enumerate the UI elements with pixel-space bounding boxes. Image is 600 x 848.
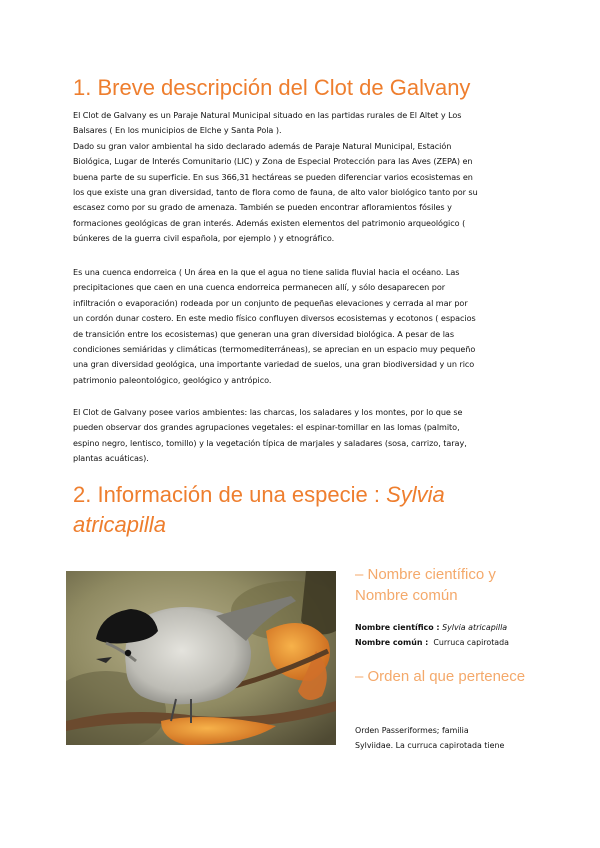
paragraph-line: Dado su gran valor ambiental ha sido declarado además de Paraje Natural Municipal, Estación (73, 140, 452, 151)
section1-title: 1. Breve descripción del Clot de Galvany (73, 75, 471, 100)
paragraph-2 (73, 265, 525, 388)
paragraph-line: los que existe una gran diversidad, tanto de flora como de fauna, de alto valor biológico tanto por su (73, 187, 478, 198)
order-line: Sylviidae. La curruca capirotada tiene (355, 741, 505, 750)
paragraph-line: Es una cuenca endorreica ( Un área en la que el agua no tiene salida fluvial hacia el océano. Las (73, 267, 460, 277)
species-names (355, 620, 545, 650)
paragraph-line: patrimonio paleontológico, geológico y antrópico. (73, 374, 272, 385)
paragraph-1 (73, 108, 525, 247)
section2-title (73, 480, 543, 540)
paragraph-3 (73, 405, 525, 467)
paragraph-line: escasez como por su grado de amenaza. También se pueden encontrar afloramientos fósiles y (73, 202, 452, 213)
scientific-name-row (355, 620, 545, 635)
subheading-order: – Orden al que pertenece (355, 668, 526, 685)
subheading-scientific-name: – Nombre científico y Nombre común (355, 566, 496, 604)
paragraph-line: pueden observar dos grandes agrupaciones vegetales: el espinar-tomillar en las lomas (palmito, (73, 422, 460, 433)
paragraph-line: El Clot de Galvany es un Paraje Natural Municipal situado en las partidas rurales de El Altet y Los (73, 110, 462, 120)
order-line: Orden Passeriformes; familia (355, 726, 469, 735)
scientific-name-label: Nombre científico : (355, 623, 440, 632)
paragraph-line: plantas acuáticas). (73, 453, 149, 464)
paragraph-line: condiciones semiáridas y climáticas (termomediterráneas), se aprecian en un espacio muy pequeño (73, 344, 476, 355)
paragraph-line: de transición entre los ecosistemas) que generan una gran diversidad biológica. A pesar de las (73, 328, 454, 339)
paragraph-line: formaciones geológicas de gran interés. Además existen elementos del patrimonio arqueológico ( (73, 217, 466, 228)
paragraph-line: Biológica, Lugar de Interés Comunitario (LIC) y Zona de Especial Protección para las Aves (ZEPA) en (73, 156, 473, 167)
paragraph-line: un cordón dunar costero. En este medio físico confluyen diversos ecosistemas y ecotonos ( espacios (73, 313, 476, 324)
paragraph-line: espino negro, lentisco, tomillo) y la vegetación típica de marjales y saladares (sosa, carrizo, taray, (73, 437, 467, 448)
section2-title-species: Sylvia atricapilla (73, 482, 445, 537)
scientific-name-value: Sylvia atricapilla (442, 623, 508, 632)
order-text (355, 723, 545, 753)
paragraph-line: búnkeres de la guerra civil española, por ejemplo ) y etnográfico. (73, 233, 335, 244)
paragraph-line: infiltración o evaporación) rodeada por un conjunto de pequeñas elevaciones y cerrada al mar por (73, 297, 468, 308)
section2-title-prefix: 2. Información de una especie : (73, 482, 387, 507)
paragraph-line: Balsares ( En los municipios de Elche y Santa Pola ). (73, 125, 282, 136)
blackcap-photo (66, 571, 336, 745)
paragraph-line: buena parte de su superficie. En sus 366,31 hectáreas se pueden diferenciar varios ecosistemas en (73, 171, 473, 182)
paragraph-line: El Clot de Galvany posee varios ambientes: las charcas, los saladares y los montes, por lo que se (73, 407, 463, 417)
common-name-label: Nombre común : (355, 638, 429, 647)
paragraph-line: precipitaciones que caen en una cuenca endorreica permanecen allí, y sólo desaparecen por (73, 282, 446, 293)
paragraph-line: una gran diversidad geológica, una importante variedad de suelos, una gran biodiversidad y un rico (73, 359, 475, 370)
common-name-row (355, 635, 545, 650)
common-name-value: Curruca capirotada (433, 638, 509, 647)
